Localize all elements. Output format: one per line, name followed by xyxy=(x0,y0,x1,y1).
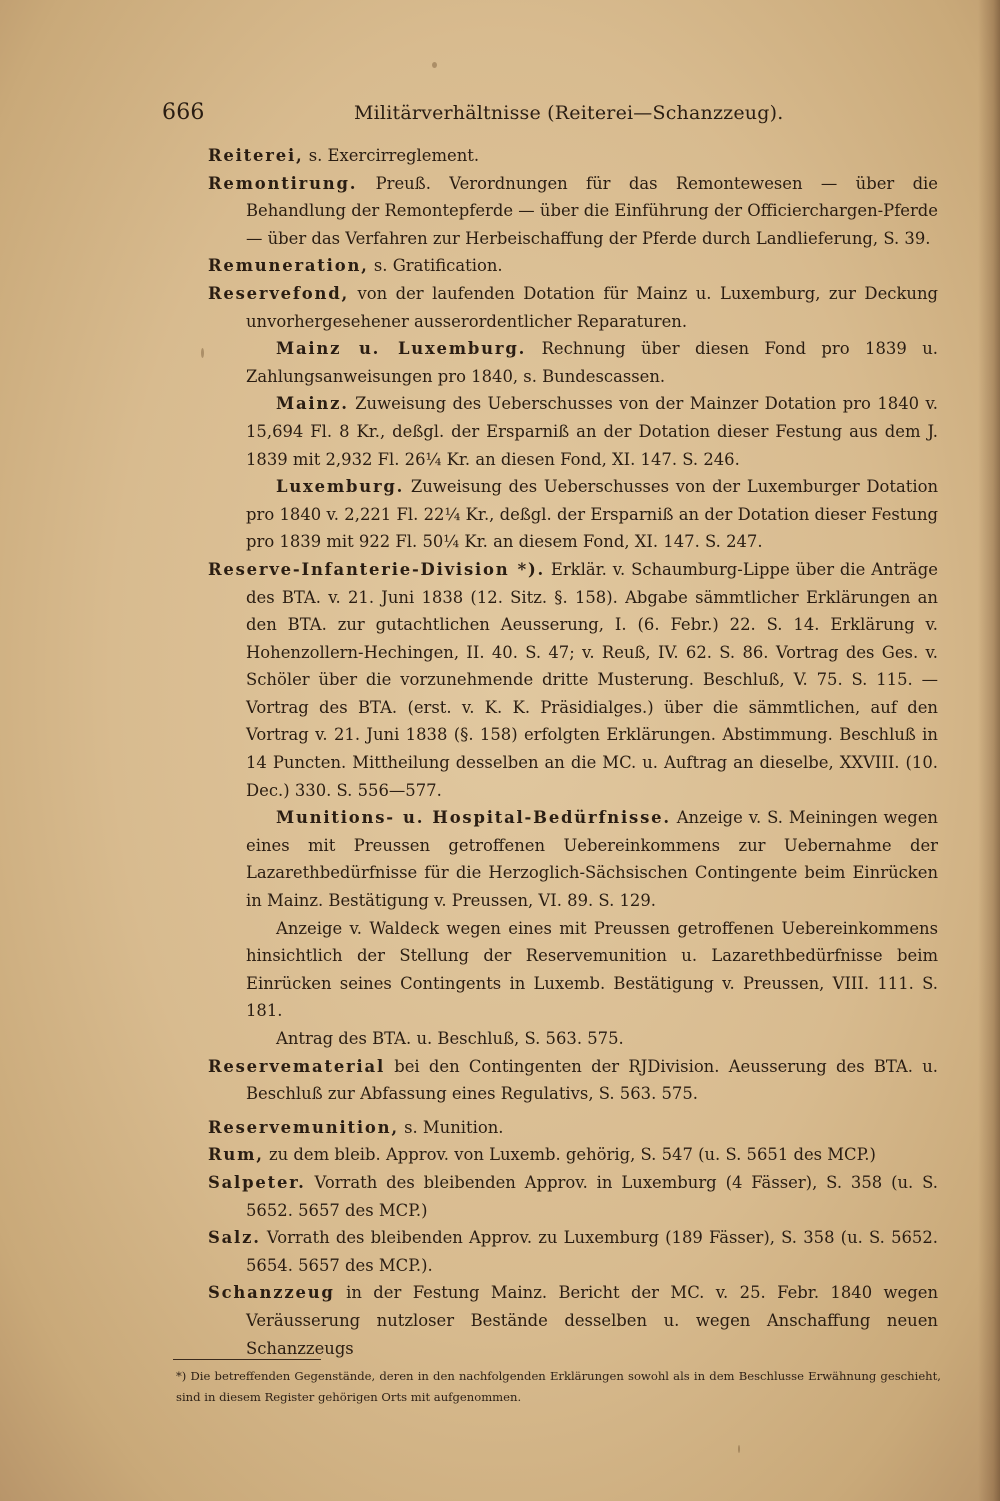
entry-keyword: Mainz u. Luxemburg. xyxy=(276,339,527,359)
page-number: 666 xyxy=(162,100,205,125)
page-header xyxy=(162,100,938,134)
index-entry xyxy=(208,1141,938,1169)
paper-speck xyxy=(738,1445,740,1453)
entry-keyword: Reserve-Infanterie-Division *). xyxy=(208,559,546,579)
index-subentry xyxy=(208,390,938,473)
entry-keyword: Reiterei, xyxy=(208,146,304,165)
index-entry xyxy=(208,170,938,253)
entry-text: Erklär. v. Schaumburg-Lippe über die Anträge des BTA. v. 21. Juni 1838 (12. Sitz. §. 158). Abgabe sämmtlicher Erklärungen an den BTA. zur gutachtlichen Aeusserung, I. (6. Febr.) 22. S. 14. Erklärung v. Hohenzollern-Hechingen, II. 40. S. 47; v. Reuß, IV. 62. S. 86. Vortrag des Ges. v. Schöler über die vorzunehmende dritte Musterung. Beschluß, V. 75. S. 115. — Vortrag des BTA. (erst. v. K. K. Präsidialges.) über die sämmtlichen, auf den Vortrag v. 21. Juni 1838 (§. 158) erfolgten Erklärungen. Abstimmung. Beschluß in 14 Puncten. Mittheilung desselben an die MC. u. Auftrag an dieselbe, XXVIII. (10. Dec.) 330. S. 556—577. xyxy=(246,559,938,800)
paper-speck xyxy=(432,62,437,68)
entry-text: Anzeige v. S. Meiningen wegen eines mit Preussen getroffenen Uebereinkommens zur Uebernahme der Lazarethbedürfnisse für die Herzoglich-Sächsischen Contingente beim Einrücken in Mainz. Bestätigung v. Preussen, VI. 89. S. 129. xyxy=(246,808,938,911)
entry-text: Anzeige v. Waldeck wegen eines mit Preussen getroffenen Uebereinkommens hinsichtlich der Stellung der Reservemunition u. Lazarethbedürfnisse beim Einrücken seines Contingents in Luxemb. Bestätigung v. Preussen, VIII. 111. S. 181. xyxy=(246,918,938,1021)
index-subentry xyxy=(208,473,938,556)
index-entry xyxy=(208,280,938,335)
page-edge-shadow xyxy=(978,0,1000,1501)
entry-text: Vorrath des bleibenden Approv. zu Luxemburg (189 Fässer), S. 358 (u. S. 5652. 5654. 5657 des MCP.). xyxy=(246,1228,938,1275)
entry-keyword: Salpeter. xyxy=(208,1172,306,1192)
entry-keyword: Reservefond, xyxy=(208,283,349,303)
index-entry xyxy=(208,556,938,804)
entry-keyword: Remuneration, xyxy=(208,256,369,276)
footnote: *) Die betreffenden Gegenstände, deren in den nachfolgenden Erklärungen sowohl als in dem Beschlusse Erwähnung geschieht, sind in diesem Register gehörigen Orts mit aufgenommen. xyxy=(176,1368,941,1404)
index-entry xyxy=(208,1279,938,1362)
index-entry xyxy=(208,142,938,170)
entry-keyword: Luxemburg. xyxy=(276,477,405,497)
index-entry xyxy=(208,1224,938,1279)
index-subentry xyxy=(208,915,938,1025)
index-subentry xyxy=(208,335,938,390)
index-subentry xyxy=(208,804,938,914)
index-entry xyxy=(208,1114,938,1142)
entry-text: Rechnung über diesen Fond pro 1839 u. Zahlungsanweisungen pro 1840, s. Bundescassen. xyxy=(246,339,938,386)
entry-keyword: Rum, xyxy=(208,1145,264,1165)
entry-keyword: Mainz. xyxy=(276,394,349,414)
paper-speck xyxy=(201,348,204,358)
footnote-rule xyxy=(173,1359,321,1360)
entry-text: Zuweisung des Ueberschusses von der Mainzer Dotation pro 1840 v. 15,694 Fl. 8 Kr., deßgl. der Ersparniß an der Dotation dieser Festung aus dem J. 1839 mit 2,932 Fl. 26¼ Kr. an diesen Fond, XI. 147. S. 246. xyxy=(246,394,938,469)
entry-text: Vorrath des bleibenden Approv. in Luxemburg (4 Fässer), S. 358 (u. S. 5652. 5657 des MCP.) xyxy=(246,1172,938,1220)
entry-keyword: Munitions- u. Hospital-Bedürfnisse. xyxy=(276,808,671,828)
entry-keyword: Reservematerial xyxy=(208,1056,385,1076)
entry-keyword: Schanzzeug xyxy=(208,1283,335,1303)
index-entry xyxy=(208,1169,938,1224)
index-entry xyxy=(208,1053,938,1108)
entry-text: in der Festung Mainz. Bericht der MC. v. 25. Febr. 1840 wegen Veräusserung nutzloser Bestände desselben u. wegen Anschaffung neuen Schanzzeugs xyxy=(246,1283,938,1358)
entry-text: Antrag des BTA. u. Beschluß, S. 563. 575. xyxy=(276,1029,624,1048)
entry-keyword: Remontirung. xyxy=(208,173,358,193)
entry-text: zu dem bleib. Approv. von Luxemb. gehörig, S. 547 (u. S. 5651 des MCP.) xyxy=(263,1145,876,1165)
entry-text: Preuß. Verordnungen für das Remontewesen — über die Behandlung der Remontepferde — über die Einführung der Officierchargen-Pferde — über das Verfahren zur Herbeischaffung der Pferde durch Landlieferung, S. 39. xyxy=(246,173,938,248)
entry-text: bei den Contingenten der RJDivision. Aeusserung des BTA. u. Beschluß zur Abfassung eines Regulativs, S. 563. 575. xyxy=(246,1056,938,1104)
running-head: Militärverhältnisse (Reiterei—Schanzzeug). xyxy=(354,102,784,124)
entry-keyword: Salz. xyxy=(208,1228,261,1248)
index-subentry xyxy=(208,1025,938,1053)
entry-text: von der laufenden Dotation für Mainz u. Luxemburg, zur Deckung unvorhergesehener ausserordentlicher Reparaturen. xyxy=(246,283,938,331)
entry-text: s. Exercirreglement. xyxy=(303,146,480,165)
entry-text: s. Gratification. xyxy=(368,256,503,276)
entry-text: Zuweisung des Ueberschusses von der Luxemburger Dotation pro 1840 v. 2,221 Fl. 22¼ Kr., deßgl. der Ersparniß an der Dotation dieser Festung pro 1839 mit 922 Fl. 50¼ Kr. an diesem Fond, XI. 147. S. 247. xyxy=(246,477,938,552)
entry-keyword: Reservemunition, xyxy=(208,1117,399,1137)
index-entry xyxy=(208,252,938,280)
page-content xyxy=(162,100,938,1362)
entry-text: s. Munition. xyxy=(398,1117,504,1137)
index-entries xyxy=(208,142,938,1362)
